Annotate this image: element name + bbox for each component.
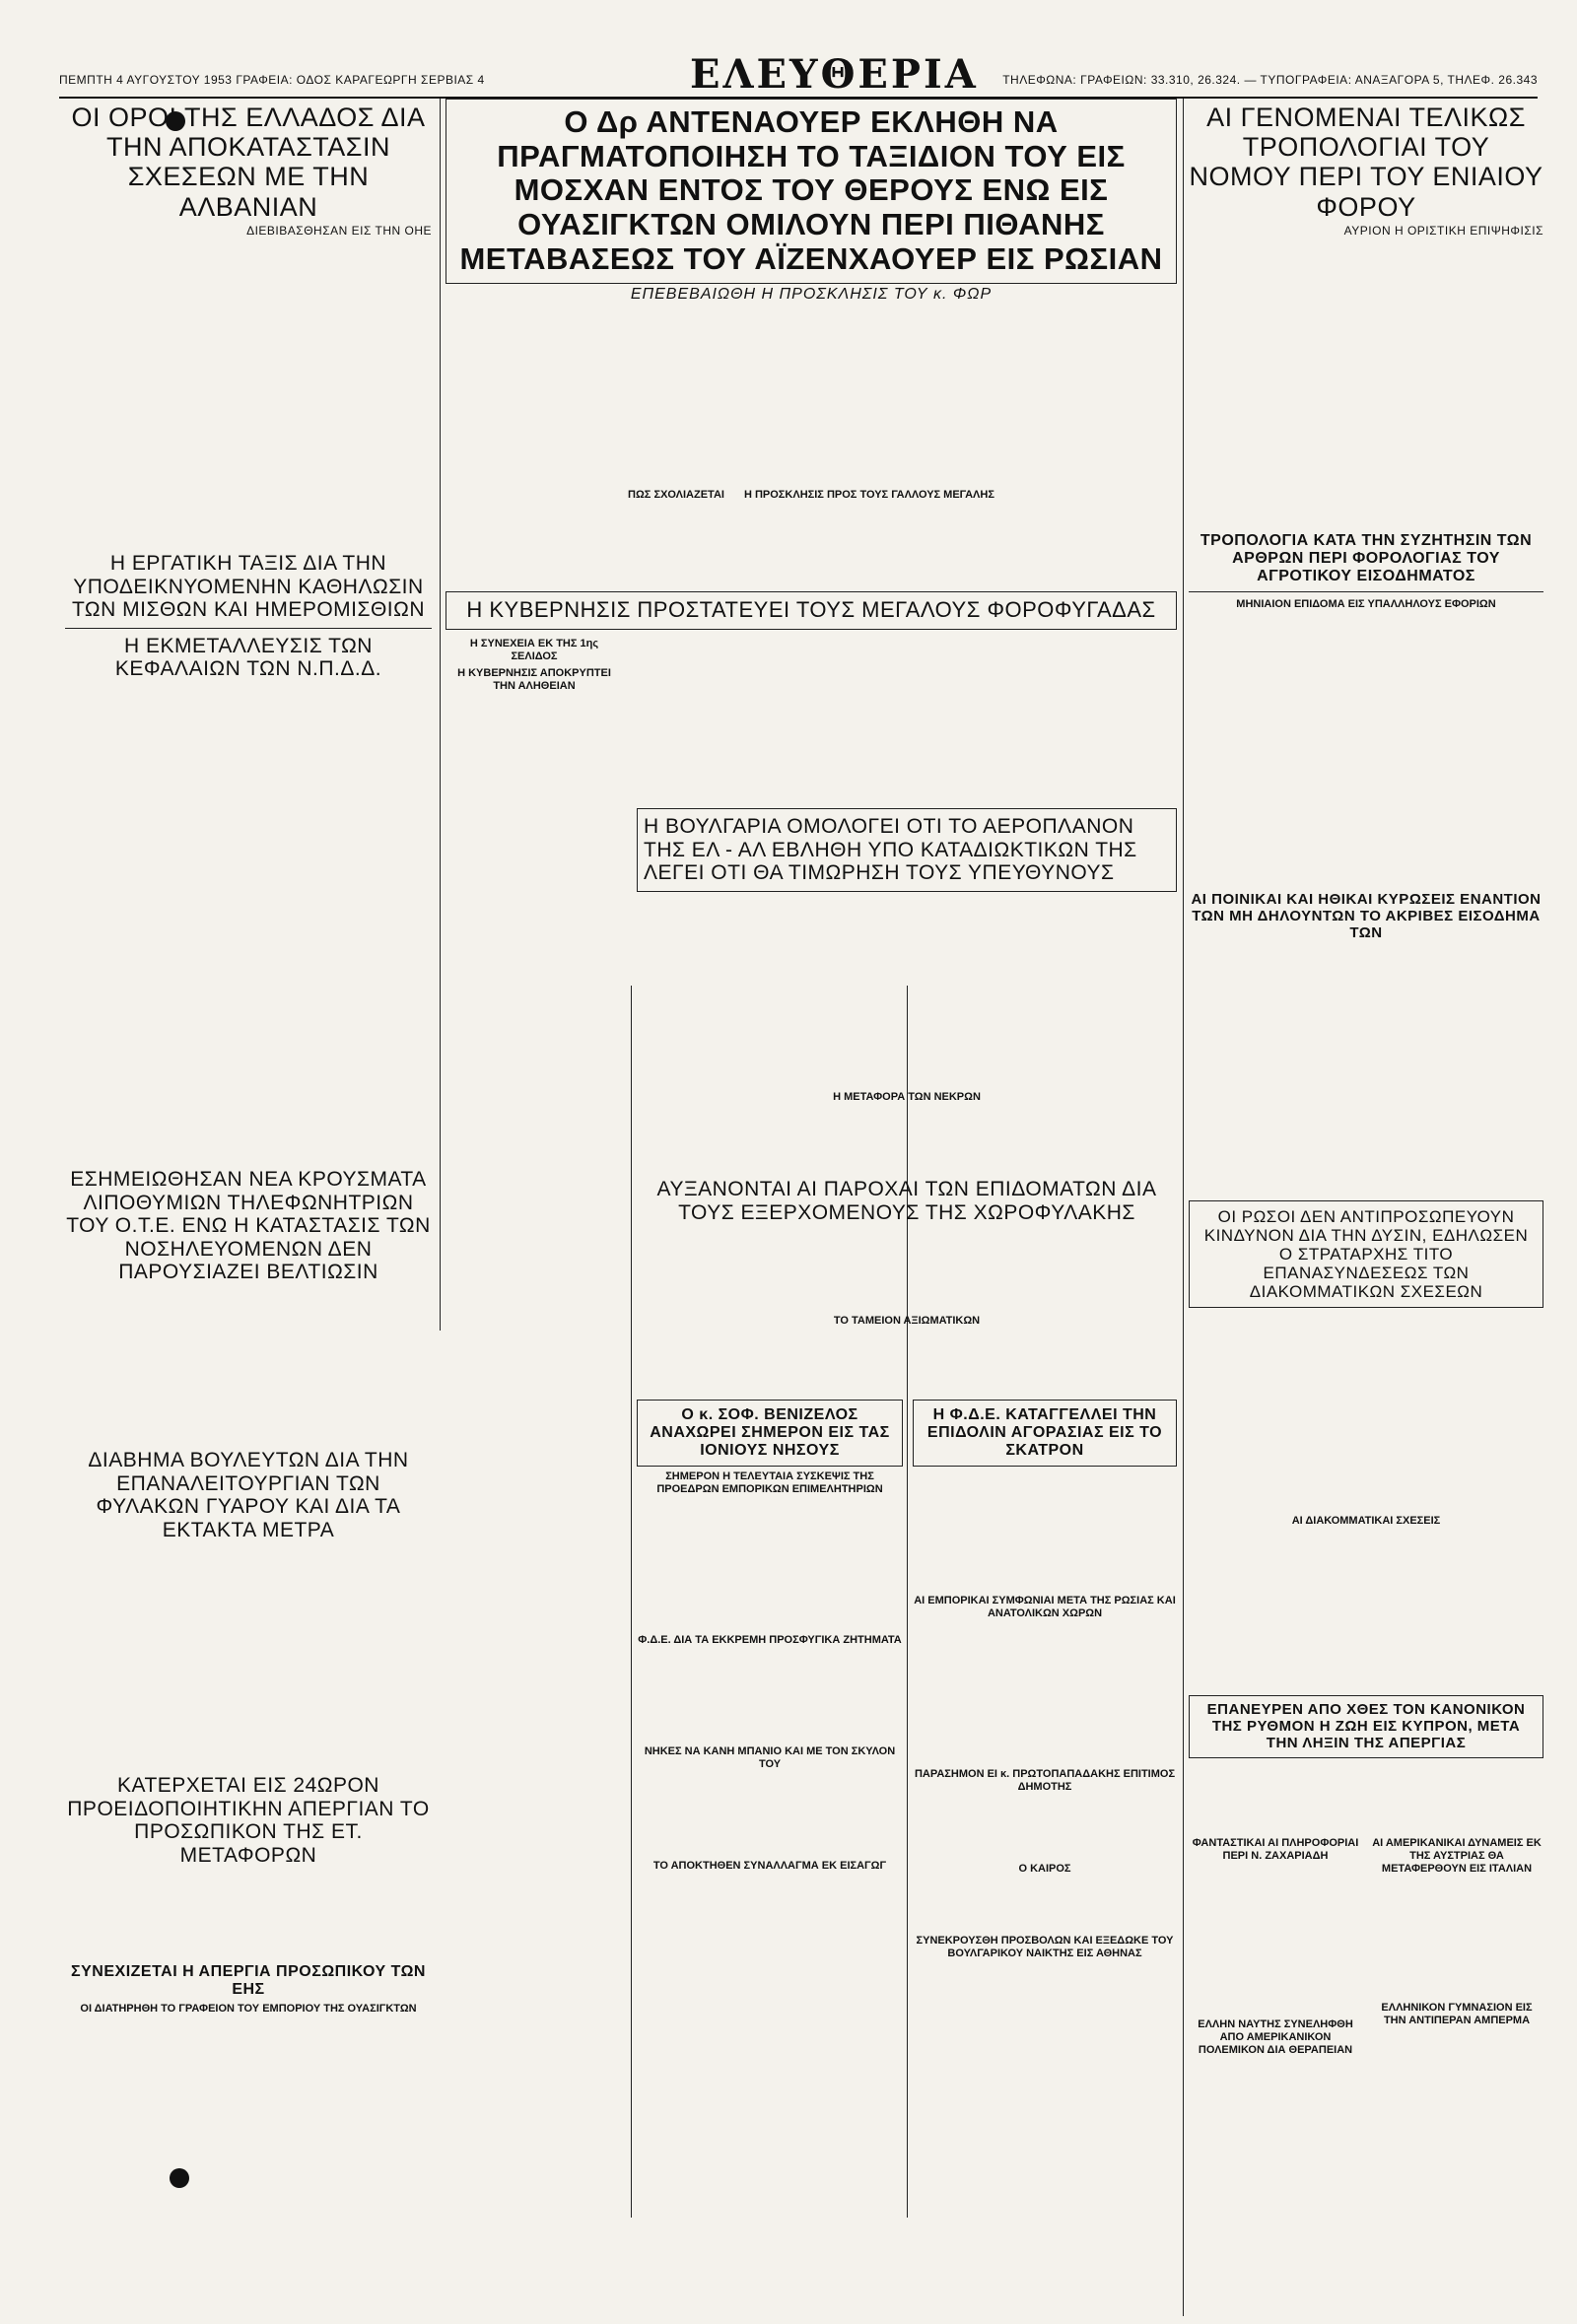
masthead	[59, 51, 1538, 99]
article-body	[1189, 1314, 1543, 1511]
subheadline: ΠΑΡΑΣΗΜΟΝ ΕΙ κ. ΠΡΩΤΟΠΑΠΑΔΑΚΗΣ ΕΠΙΤΙΜΟΣ ΔΗΜΟΤΗΣ	[914, 1767, 1176, 1793]
subheadline: ΕΛΛΗΝ ΝΑΥΤΗΣ ΣΥΝΕΛΗΦΘΗ ΑΠΟ ΑΜΕΡΙΚΑΝΙΚΟΝ ΠΟΛΕΜΙΚΟΝ ΔΙΑ ΘΕΡΑΠΕΙΑΝ	[1198, 2018, 1353, 2057]
headline: ΕΣΗΜΕΙΩΘΗΣΑΝ ΝΕΑ ΚΡΟΥΣΜΑΤΑ ΛΙΠΟΘΥΜΙΩΝ ΤΗΛΕΦΩΝΗΤΡΙΩΝ ΤΟΥ Ο.Τ.Ε. ΕΝΩ Η ΚΑΤΑΣΤΑΣΙΣ ΤΩΝ ΝΟΣΗΛΕΥΟΜΕΝΩΝ ΔΕΝ ΠΑΡΟΥΣΙΑΖΕΙ ΒΕΛΤΙΩΣΙΝ	[66, 1168, 431, 1284]
article-body	[1189, 617, 1543, 893]
subheadline: Η ΜΕΤΑΦΟΡΑ ΤΩΝ ΝΕΚΡΩΝ	[833, 1090, 981, 1103]
kicker: ΑΥΡΙΟΝ Η ΟΡΙΣΤΙΚΗ ΕΠΙΨΗΦΙΣΙΣ	[1343, 223, 1543, 238]
headline: Η Φ.Δ.Ε. ΚΑΤΑΓΓΕΛΛΕΙ ΤΗΝ ΕΠΙΔΟΛΙΝ ΑΓΟΡΑΣΙΑΣ ΕΙΣ ΤΟ ΣΚΑΤΡΟΝ	[913, 1400, 1177, 1467]
headline: ΚΑΤΕΡΧΕΤΑΙ ΕΙΣ 24ΩΡΟΝ ΠΡΟΕΙΔΟΠΟΙΗΤΙΚΗΝ ΑΠΕΡΓΙΑΝ ΤΟ ΠΡΟΣΩΠΙΚΟΝ ΤΗΣ ΕΤ. ΜΕΤΑΦΟΡΩΝ	[67, 1774, 430, 1867]
headline: ΤΡΟΠΟΛΟΓΙΑ ΚΑΤΑ ΤΗΝ ΣΥΖΗΤΗΣΙΝ ΤΩΝ ΑΡΘΡΩΝ ΠΕΡΙ ΦΟΡΟΛΟΓΙΑΣ ΤΟΥ ΑΓΡΟΤΙΚΟΥ ΕΙΣΟΔΗΜΑΤΟΣ	[1200, 532, 1533, 584]
article-body	[65, 691, 432, 1184]
article-venizelos	[637, 1400, 903, 1877]
headline: Ο κ. ΣΟΦ. ΒΕΝΙΖΕΛΟΣ ΑΝΑΧΩΡΕΙ ΣΗΜΕΡΟΝ ΕΙΣ ΤΑΣ ΙΟΝΙΟΥΣ ΝΗΣΟΥΣ	[637, 1400, 903, 1467]
article-body	[65, 2021, 432, 2248]
column-rule	[1183, 99, 1184, 2316]
article-cyprus	[1189, 1695, 1543, 2061]
article-body	[65, 1875, 432, 1963]
subheadline: ΦΑΝΤΑΣΤΙΚΑΙ ΑΙ ΠΛΗΡΟΦΟΡΙΑΙ ΠΕΡΙ Ν. ΖΑΧΑΡΙΑΔΗ	[1192, 1837, 1359, 1863]
subheadline: ΕΛΛΗΝΙΚΟΝ ΓΥΜΝΑΣΙΟΝ ΕΙΣ ΤΗΝ ΑΝΤΙΠΕΡΑΝ ΑΜΠΕΡΜΑ	[1381, 2002, 1533, 2027]
article-body	[446, 308, 1177, 485]
rule	[65, 628, 432, 629]
article-bulgaria	[637, 808, 1177, 1108]
subheadline: Η ΚΥΒΕΡΝΗΣΙΣ ΑΠΟΚΡΥΠΤΕΙ ΤΗΝ ΑΛΗΘΕΙΑΝ	[457, 666, 611, 692]
newspaper-title: ΕΛΕΥΘΕΡΙΑ	[690, 51, 979, 98]
subheadline: Φ.Δ.Ε. ΔΙΑ ΤΑ ΕΚΚΡΕΜΗ ΠΡΟΣΦΥΓΙΚΑ ΖΗΤΗΜΑΤΑ	[638, 1633, 902, 1646]
article-phone-operators	[65, 1168, 432, 1481]
headline: ΟΙ ΟΡΟΙ ΤΗΣ ΕΛΛΑΔΟΣ ΔΙΑ ΤΗΝ ΑΠΟΚΑΤΑΣΤΑΣΙΝ ΣΧΕΣΕΩΝ ΜΕ ΤΗΝ ΑΛΒΑΝΙΑΝ	[71, 103, 426, 222]
article-body	[1189, 1764, 1543, 1833]
subheadline: ΑΙ ΕΜΠΟΡΙΚΑΙ ΣΥΜΦΩΝΙΑΙ ΜΕΤΑ ΤΗΣ ΡΩΣΙΑΣ ΚΑΙ ΑΝΑΤΟΛΙΚΩΝ ΧΩΡΩΝ	[914, 1594, 1176, 1619]
subheadline: Ο ΚΑΙΡΟΣ	[1018, 1862, 1071, 1875]
headline: ΑΙ ΓΕΝΟΜΕΝΑΙ ΤΕΛΙΚΩΣ ΤΡΟΠΟΛΟΓΙΑΙ ΤΟΥ ΝΟΜΟΥ ΠΕΡΙ ΤΟΥ ΕΝΙΑΙΟΥ ΦΟΡΟΥ	[1189, 103, 1543, 222]
headline: ΟΙ ΡΩΣΟΙ ΔΕΝ ΑΝΤΙΠΡΟΣΩΠΕΥΟΥΝ ΚΙΝΔΥΝΟΝ ΔΙΑ ΤΗΝ ΔΥΣΙΝ, ΕΔΗΛΩΣΕΝ Ο ΣΤΡΑΤΑΡΧΗΣ ΤΙΤΟ ΕΠΑΝΑΣΥΝΔΕΣΕΩΣ ΤΩΝ ΔΙΑΚΟΜΜΑΤΙΚΩΝ ΣΧΕΣΕΩΝ	[1189, 1200, 1543, 1308]
column-rule	[631, 986, 632, 2218]
article-body	[65, 241, 432, 557]
subheadline: ΣΥΝΕΧΙΖΕΤΑΙ Η ΑΠΕΡΓΙΑ ΠΡΟΣΩΠΙΚΟΥ ΤΩΝ ΕΗΣ	[71, 1963, 426, 1998]
article-body	[1189, 1532, 1543, 1640]
subheadline: Η ΣΥΝΕΧΕΙΑ ΕΚ ΤΗΣ 1ης ΣΕΛΙΔΟΣ	[469, 637, 599, 662]
article-albania	[65, 103, 432, 557]
headline: Η ΚΥΒΕΡΝΗΣΙΣ ΠΡΟΣΤΑΤΕΥΕΙ ΤΟΥΣ ΜΕΓΑΛΟΥΣ ΦΟΡΟΦΥΓΑΔΑΣ	[446, 591, 1177, 630]
subheadline: ΠΩΣ ΣΧΟΛΙΑΖΕΤΑΙ	[628, 488, 724, 501]
article-body	[1189, 241, 1543, 567]
article-adenauer	[446, 99, 1177, 506]
subheadline: ΑΙ ΔΙΑΚΟΜΜΑΤΙΚΑΙ ΣΧΕΣΕΙΣ	[1291, 1515, 1441, 1528]
subheadline: ΜΗΝΙΑΙΟΝ ΕΠΙΔΟΜΑ ΕΙΣ ΥΠΑΛΛΗΛΟΥΣ ΕΦΟΡΙΩΝ	[1236, 597, 1496, 610]
article-tito	[1189, 1200, 1543, 1640]
article-fde	[913, 1400, 1177, 1964]
subheadline: ΝΗΚΕΣ ΝΑ ΚΑΝΗ ΜΠΑΝΙΟ ΚΑΙ ΜΕ ΤΟΝ ΣΚΥΛΟΝ ΤΟΥ	[644, 1744, 896, 1770]
article-body	[1370, 1880, 1543, 1998]
article-body	[637, 1232, 1177, 1311]
rule	[1189, 591, 1543, 592]
headline: Η ΒΟΥΛΓΑΡΙΑ ΟΜΟΛΟΓΕΙ ΟΤΙ ΤΟ ΑΕΡΟΠΛΑΝΟΝ ΤΗΣ ΕΛ - ΑΛ ΕΒΛΗΘΗ ΥΠΟ ΚΑΤΑΔΙΩΚΤΙΚΩΝ ΤΗΣ ΛΕΓΕΙ ΟΤΙ ΘΑ ΤΙΜΩΡΗΣΗ ΤΟΥΣ ΥΠΕΥΘΥΝΟΥΣ	[637, 808, 1177, 892]
article-tax-amendments	[1189, 103, 1543, 567]
subheadline: ΣΗΜΕΡΟΝ Η ΤΕΛΕΥΤΑΙΑ ΣΥΣΚΕΨΙΣ ΤΗΣ ΠΡΟΕΔΡΩΝ ΕΜΠΟΡΙΚΩΝ ΕΠΙΜΕΛΗΤΗΡΙΩΝ	[656, 1470, 883, 1495]
article-gendarmerie	[637, 1178, 1177, 1332]
article-mps	[65, 1449, 432, 1768]
article-body	[65, 1551, 432, 1768]
headline: ΔΙΑΒΗΜΑ ΒΟΥΛΕΥΤΩΝ ΔΙΑ ΤΗΝ ΕΠΑΝΑΛΕΙΤΟΥΡΓΙΑΝ ΤΩΝ ΦΥΛΑΚΩΝ ΓΥΑΡΟΥ ΚΑΙ ΔΙΑ ΤΑ ΕΚΤΑΚΤΑ ΜΕΤΡΑ	[88, 1449, 409, 1541]
article-tax-evaders	[446, 591, 1177, 697]
subheadline: Η ΠΡΟΣΚΛΗΣΙΣ ΠΡΟΣ ΤΟΥΣ ΓΑΛΛΟΥΣ ΜΕΓΑΛΗΣ	[743, 488, 994, 501]
subheadline: Η ΕΚΜΕΤΑΛΛΕΥΣΙΣ ΤΩΝ ΚΕΦΑΛΑΙΩΝ ΤΩΝ Ν.Π.Δ.Δ.	[114, 634, 382, 681]
article-penalties	[1189, 892, 1543, 1194]
article-body	[637, 900, 1177, 1087]
article-wages	[65, 552, 432, 1184]
subheadline: ΣΥΝΕΚΡΟΥΣΘΗ ΠΡΟΣΒΟΛΩΝ ΚΑΙ ΕΞΕΔΩΚΕ ΤΟΥ ΒΟΥΛΓΑΡΙΚΟΥ ΝΑΙΚΤΗΣ ΕΙΣ ΑΘΗΝΑΣ	[916, 1934, 1174, 1959]
headline: ΑΙ ΠΟΙΝΙΚΑΙ ΚΑΙ ΗΘΙΚΑΙ ΚΥΡΩΣΕΙΣ ΕΝΑΝΤΙΟΝ ΤΩΝ ΜΗ ΔΗΛΟΥΝΤΩΝ ΤΟ ΑΚΡΙΒΕΣ ΕΙΣΟΔΗΜΑ ΤΩΝ	[1191, 891, 1542, 941]
lead-headline: Ο Δρ ΑΝΤΕΝΑΟΥΕΡ ΕΚΛΗΘΗ ΝΑ ΠΡΑΓΜΑΤΟΠΟΙΗΣΗ ΤΟ ΤΑΞΙΔΙΟΝ ΤΟΥ ΕΙΣ ΜΟΣΧΑΝ ΕΝΤΟΣ ΤΟΥ ΘΕΡΟΥΣ ΕΝΩ ΕΙΣ ΟΥΑΣΙΓΚΤΩΝ ΟΜΙΛΟΥΝ ΠΕΡΙ ΠΙΘΑΝΗΣ ΜΕΤΑΒΑΣΕΩΣ ΤΟΥ ΑΪΖΕΝΧΑΟΥΕΡ ΕΙΣ ΡΩΣΙΑΝ	[446, 99, 1177, 284]
headline: ΕΠΑΝΕΥΡΕΝ ΑΠΟ ΧΘΕΣ ΤΟΝ ΚΑΝΟΝΙΚΟΝ ΤΗΣ ΡΥΘΜΟΝ Η ΖΩΗ ΕΙΣ ΚΥΠΡΟΝ, ΜΕΤΑ ΤΗΝ ΛΗΞΙΝ ΤΗΣ ΑΠΕΡΓΙΑΣ	[1189, 1695, 1543, 1758]
masthead-contact: ΤΗΛΕΦΩΝΑ: ΓΡΑΦΕΙΩΝ: 33.310, 26.324. — ΤΥΠΟΓΡΑΦΕΙΑ: ΑΝΑΞΑΓΟΡΑ 5, ΤΗΛΕΦ. 26.343	[1002, 73, 1538, 87]
masthead-dateline: ΠΕΜΠΤΗ 4 ΑΥΓΟΥΣΤΟΥ 1953 ΓΡΑΦΕΙΑ: ΟΔΟΣ ΚΑΡΑΓΕΩΡΓΗ ΣΕΡΒΙΑΣ 4	[59, 73, 485, 87]
kicker: ΔΙΕΒΙΒΑΣΘΗΣΑΝ ΕΙΣ ΤΗΝ ΟΗΕ	[246, 223, 432, 238]
article-body	[1189, 947, 1543, 1194]
kicker: ΕΠΕΒΕΒΑΙΩΘΗ Η ΠΡΟΣΚΛΗΣΙΣ ΤΟΥ κ. ΦΩΡ	[630, 285, 993, 303]
article-agri-tax	[1189, 532, 1543, 893]
subheadline: ΤΟ ΑΠΟΚΤΗΘΕΝ ΣΥΝΑΛΛΑΓΜΑ ΕΚ ΕΙΣΑΓΩΓ	[652, 1859, 887, 1872]
headline: ΑΥΞΑΝΟΝΤΑΙ ΑΙ ΠΑΡΟΧΑΙ ΤΩΝ ΕΠΙΔΟΜΑΤΩΝ ΔΙΑ ΤΟΥΣ ΕΞΕΡΧΟΜΕΝΟΥΣ ΤΗΣ ΧΩΡΟΦΥΛΑΚΗΣ	[656, 1178, 1157, 1224]
column-rule	[907, 986, 908, 2218]
subheadline: ΤΟ ΤΑΜΕΙΟΝ ΑΞΙΩΜΑΤΙΚΩΝ	[833, 1315, 981, 1328]
article-body	[1189, 1867, 1362, 2015]
column-rule	[440, 99, 441, 1331]
article-strike	[65, 1774, 432, 2248]
headline: Η ΕΡΓΑΤΙΚΗ ΤΑΞΙΣ ΔΙΑ ΤΗΝ ΥΠΟΔΕΙΚΝΥΟΜΕΝΗΝ ΚΑΘΗΛΩΣΙΝ ΤΩΝ ΜΙΣΘΩΝ ΚΑΙ ΗΜΕΡΟΜΙΣΘΙΩΝ	[71, 552, 426, 622]
subheadline: ΟΙ ΔΙΑΤΗΡΗΘΗ ΤΟ ΓΡΑΦΕΙΟΝ ΤΟΥ ΕΜΠΟΡΙΟΥ ΤΗΣ ΟΥΑΣΙΓΚΤΩΝ	[80, 2002, 417, 2015]
subheadline: ΑΙ ΑΜΕΡΙΚΑΝΙΚΑΙ ΔΥΝΑΜΕΙΣ ΕΚ ΤΗΣ ΑΥΣΤΡΙΑΣ ΘΑ ΜΕΤΑΦΕΡΘΟΥΝ ΕΙΣ ΙΤΑΛΙΑΝ	[1372, 1837, 1542, 1876]
